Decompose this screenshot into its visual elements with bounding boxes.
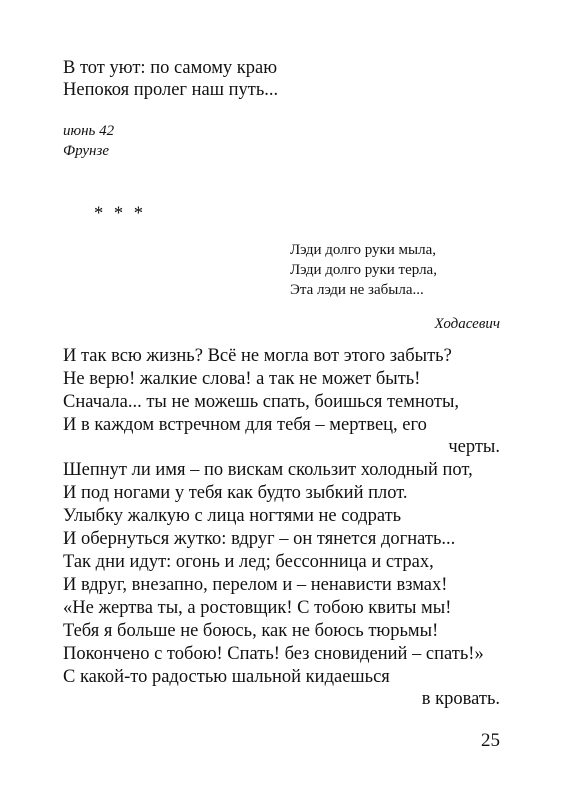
signature-date: июнь 42: [63, 123, 115, 139]
poem-line: Так дни идут: огонь и лед; бессонница и страх,: [63, 552, 434, 572]
poem-line: Улыбку жалкую с лица ногтями не содрать: [63, 506, 402, 526]
top-stanza-line: Непокоя пролег наш путь...: [63, 80, 279, 100]
epigraph-line: Лэди долго руки терла,: [290, 262, 437, 278]
poem-line: Шепнут ли имя – по вискам скользит холодный пот,: [63, 460, 473, 480]
epigraph-author: Ходасевич: [434, 316, 500, 332]
poem-line: И под ногами у тебя как будто зыбкий плот.: [63, 483, 408, 503]
poem-line: Сначала... ты не можешь спать, боишься темноты,: [63, 392, 460, 412]
poem-line: И вдруг, внезапно, перелом и – ненависти взмах!: [63, 575, 448, 595]
section-mark: * * *: [94, 204, 146, 224]
signature-place: Фрунзе: [63, 143, 109, 159]
poem-line: И обернуться жутко: вдруг – он тянется догнать...: [63, 529, 456, 549]
poem-line: «Не жертва ты, а ростовщик! С тобою квиты мы!: [63, 598, 452, 618]
poem-line-continuation: черты.: [448, 437, 500, 457]
page-number: 25: [481, 730, 500, 751]
epigraph-line: Лэди долго руки мыла,: [290, 242, 437, 258]
poem-line: Покончено с тобою! Спать! без сновидений – спать!»: [63, 644, 484, 664]
poem-line: Не верю! жалкие слова! а так не может быть!: [63, 369, 421, 389]
poem-line: И так всю жизнь? Всё не могла вот этого забыть?: [63, 346, 452, 366]
top-stanza-line: В тот уют: по самому краю: [63, 58, 278, 78]
epigraph-line: Эта лэди не забыла...: [290, 282, 424, 298]
poem-line: Тебя я больше не боюсь, как не боюсь тюрьмы!: [63, 621, 439, 641]
poem-line: И в каждом встречном для тебя – мертвец, его: [63, 415, 427, 435]
poem-line-continuation: в кровать.: [421, 689, 500, 709]
poem-line: С какой-то радостью шальной кидаешься: [63, 667, 390, 687]
